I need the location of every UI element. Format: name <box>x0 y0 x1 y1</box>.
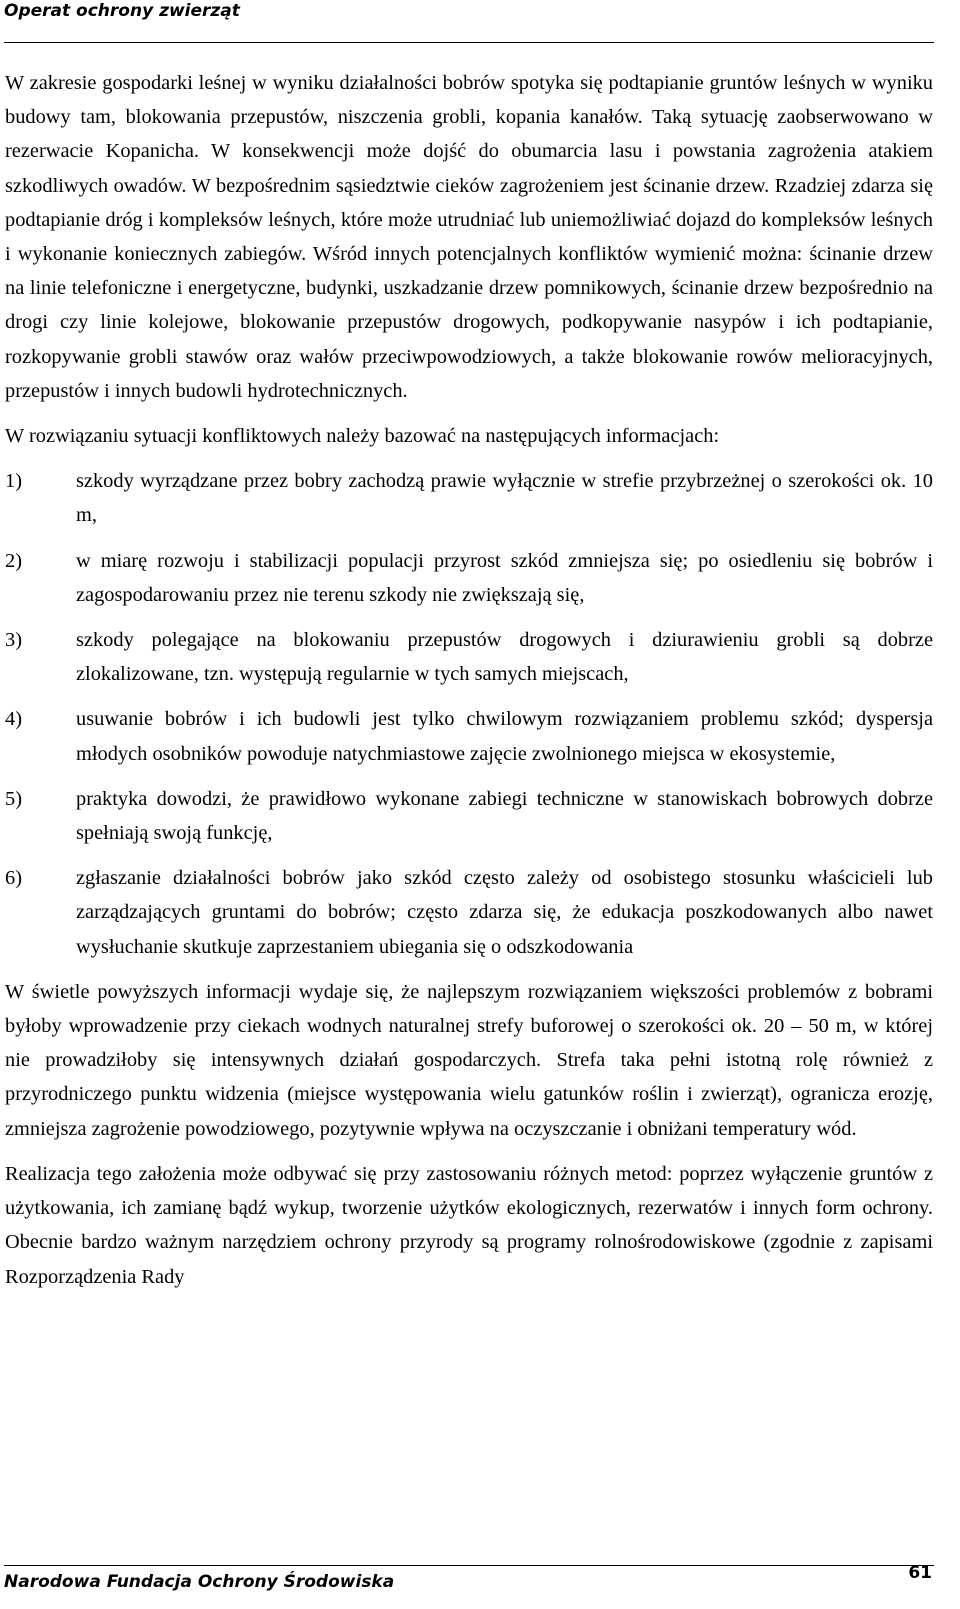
list-item-number: 6) <box>5 867 22 890</box>
list-item <box>5 464 933 532</box>
list-item <box>5 623 933 691</box>
header-rule <box>4 42 934 43</box>
footer-organization: Narodowa Fundacja Ochrony Środowiska <box>4 1572 395 1592</box>
list-item-number: 3) <box>5 629 22 652</box>
running-header: Operat ochrony zwierząt <box>4 1 240 21</box>
paragraph-intro-list: W rozwiązaniu sytuacji konfliktowych należy bazować na następujących informacjach: <box>5 425 720 448</box>
footer-rule <box>4 1565 934 1566</box>
list-item <box>5 861 933 964</box>
list-item-number: 1) <box>5 470 22 493</box>
list-item-number: 2) <box>5 549 22 572</box>
numbered-list <box>5 464 933 964</box>
list-item-text: w miarę rozwoju i stabilizacji populacji przyrost szkód zmniejsza się; po osiedleniu się bobrów i zagospodarowaniu przez nie terenu szkody nie zwiększają się, <box>76 549 933 606</box>
list-item <box>5 782 933 850</box>
paragraph-buffer-zone: W świetle powyższych informacji wydaje się, że najlepszym rozwiązaniem większości problemów z bobrami byłoby wprowadzenie przy ciekach wodnych naturalnej strefy buforowej o szerokości ok. 20 – 50 m, w której nie prowadziłoby się intensywnych działań gospodarczych. Strefa taka pełni istotną rolę również z przyrodniczego punktu widzenia (miejsce występowania wielu gatunków roślin i zwierząt), ogranicza erozję, zmniejsza zagrożenie powodziowego, pozytywnie wpływa na oczyszczanie i obniżani temperatury wód. <box>5 980 933 1140</box>
paragraph-implementation: Realizacja tego założenia może odbywać się przy zastosowaniu różnych metod: poprzez wyłączenie gruntów z użytkowania, ich zamianę bądź wykup, tworzenie użytków ekologicznych, rezerwatów i innych form ochrony. Obecnie bardzo ważnym narzędziem ochrony przyrody są programy rolnośrodowiskowe (zgodnie z zapisami Rozporządzenia Rady <box>5 1162 933 1288</box>
list-item-text: praktyka dowodzi, że prawidłowo wykonane zabiegi techniczne w stanowiskach bobrowych dobrze spełniają swoją funkcję, <box>76 787 933 845</box>
list-item-number: 5) <box>5 787 22 810</box>
list-item <box>5 702 933 770</box>
list-item-text: usuwanie bobrów i ich budowli jest tylko chwilowym rozwiązaniem problemu szkód; dyspersja młodych osobników powoduje natychmiastowe zajęcie zwolnionego miejsca w ekosystemie, <box>76 708 933 765</box>
list-item-text: szkody polegające na blokowaniu przepustów drogowych i dziurawieniu grobli są dobrze zlokalizowane, tzn. występują regularnie w tych samych miejscach, <box>76 629 933 686</box>
list-item <box>5 544 933 612</box>
document-body <box>5 66 933 1305</box>
paragraph-conflicts: W zakresie gospodarki leśnej w wyniku działalności bobrów spotyka się podtapianie gruntów leśnych w wyniku budowy tam, blokowania przepustów, niszczenia grobli, kopania kanałów. Taką sytuację zaobserwowano w rezerwacie Kopanicha. W konsekwencji może dojść do obumarcia lasu i powstania zagrożenia atakiem szkodliwych owadów. W bezpośrednim sąsiedztwie cieków zagrożeniem jest ścinanie drzew. Rzadziej zdarza się podtapianie dróg i kompleksów leśnych, które może utrudniać lub uniemożliwiać dojazd do kompleksów leśnych i wykonanie koniecznych zabiegów. Wśród innych potencjalnych konfliktów wymienić można: ścinanie drzew na linie telefoniczne i energetyczne, budynki, uszkadzanie drzew pomnikowych, ścinanie drzew bezpośrednio na drogi czy linie kolejowe, blokowanie przepustów drogowych, podkopywanie nasypów i ich podtapianie, rozkopywanie grobli stawów oraz wałów przeciwpowodziowych, a także blokowanie rowów melioracyjnych, przepustów i innych budowli hydrotechnicznych. <box>5 72 933 402</box>
list-item-text: zgłaszanie działalności bobrów jako szkód często zależy od osobistego stosunku właścicieli lub zarządzających gruntami do bobrów; często zdarza się, że edukacja poszkodowanych albo nawet wysłuchanie skutkuje zaprzestaniem ubiegania się o odszkodowania <box>76 867 933 958</box>
list-item-number: 4) <box>5 708 22 731</box>
page-number: 61 <box>908 1563 932 1583</box>
list-item-text: szkody wyrządzane przez bobry zachodzą prawie wyłącznie w strefie przybrzeżnej o szerokości ok. 10 m, <box>76 470 933 527</box>
